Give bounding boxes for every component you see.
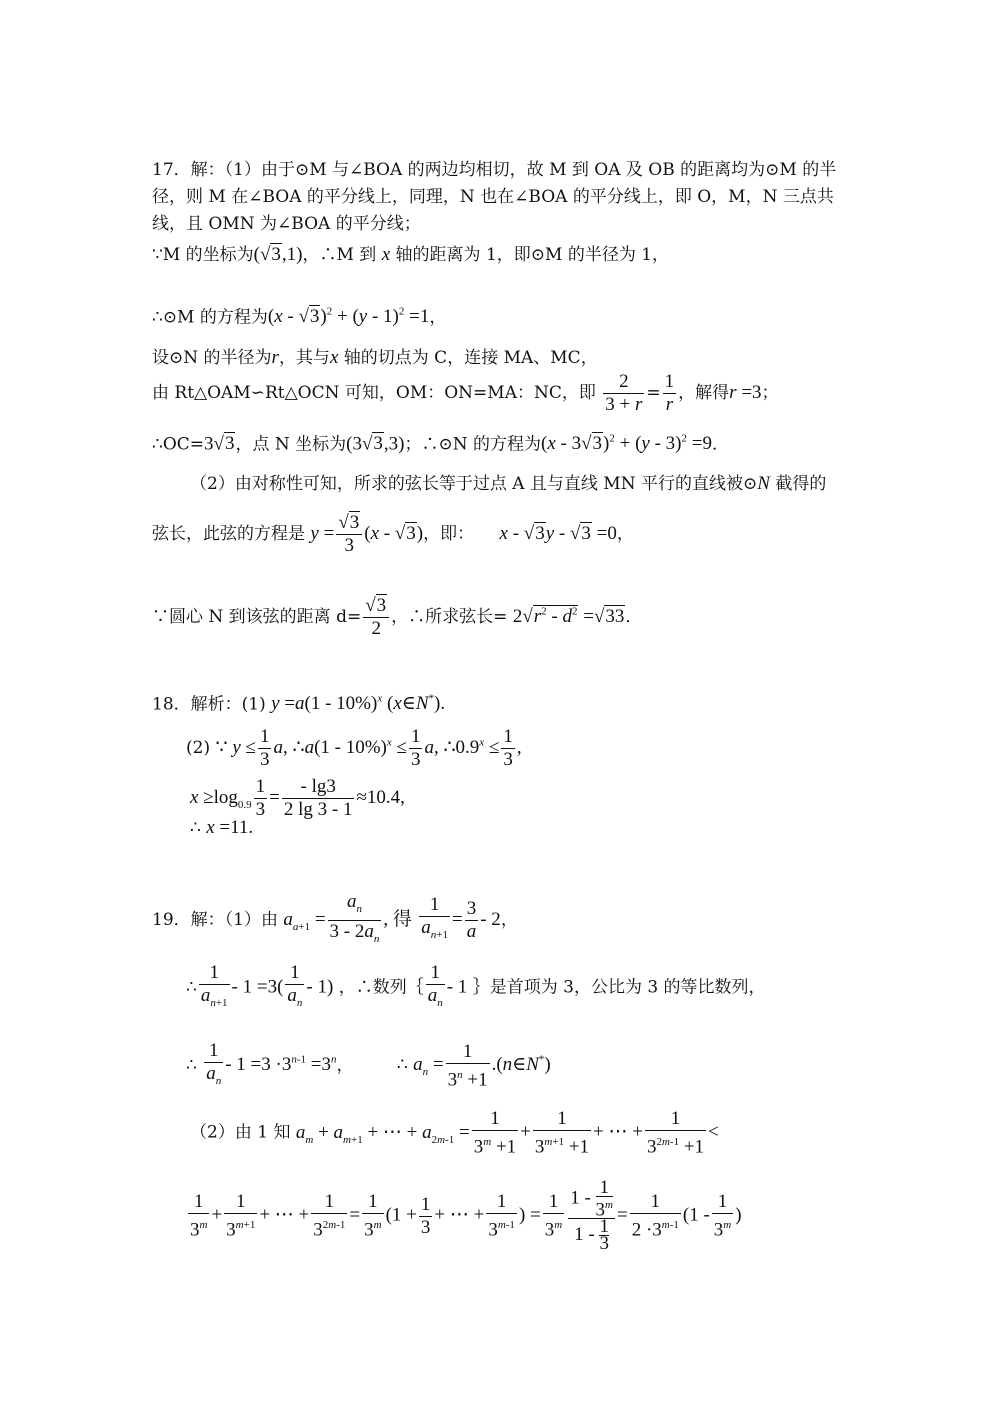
p17-line-11: ∵圆心 N 到该弦的距离 d= $\frac{√3}{2}$ ，∴所求弦长= $2√r^2 - d^2 =√33$． xyxy=(152,595,643,639)
p17-line-5: ∴⊙M 的方程为(x - √3)$^2$ + (y - 1)$^2$ =1， xyxy=(152,306,447,328)
p17-line-8: ∴OC=3√3，点 N 坐标为(3√3,3)；∴⊙N 的方程为(x - 3√3)$^2$ + (y - 3)$^2$ =9． xyxy=(152,433,729,455)
text: ，点 N 坐标为 xyxy=(235,434,347,455)
p18-line-1: 18．解析：(1) y =a(1 - 10%)$^x$ (x∈N*). xyxy=(152,693,446,715)
p17-line-3: 线，且 OMN 为∠BOA 的平分线； xyxy=(152,214,421,234)
p17-line-1: 17．解：（1）由于⊙M 与∠BOA 的两边均相切，故 M 到 OA 及 OB 的距离均为⊙M 的半 xyxy=(152,160,837,180)
text: ∴ xyxy=(190,818,201,838)
p18-line-3: $x \ge\log_{0.9}$ $\frac{1}{3}$ = $\frac{- \lg 3}{2 \lg 3 - 1}$ ≈10.4, xyxy=(190,776,405,820)
text: (2) xyxy=(186,738,211,758)
p19-line-2: ∴ $\frac{1}{a_{n+1}}$ - 1 =3( $\frac{1}{a_n}$ - 1) ，∴数列｛ $\frac{1}{a_n}$ - 1 ｝是首项为 3，公比为 3 的等比数列， xyxy=(186,962,766,1014)
p17-line-9: （2）由对称性可知，所求的弦长等于过点 A 且与直线 MN 平行的直线被⊙N 截得的 xyxy=(190,473,827,494)
text: ，解得 xyxy=(678,383,730,403)
p17-line-2: 径，则 M 在∠BOA 的平分线上，同理，N 也在∠BOA 的平分线上，即 O，M，N 三点共 xyxy=(152,187,834,207)
p19-line-1: 19．解：（1）由 $a_{a+1}$ = $\frac{a_n}{3 - 2a_n}$ , 得 $\frac{1}{a_{n+1}}$ = $\frac{3}{a}$ - 2， xyxy=(152,891,518,950)
text: ∴⊙M 的方程为 xyxy=(152,307,268,328)
text: 19．解：（1）由 xyxy=(152,909,278,930)
text: 设⊙N 的半径为 xyxy=(152,348,272,368)
p19-line-5: $\frac{1}{3^m}$ + $\frac{1}{3^{m+1}}$ + ⋯ + $\frac{1}{3^{2m-1}}$ = $\frac{1}{3^m}$ (1 + $\frac{1}{3}$ + ⋯ + $\frac{1}{3^{m-1}}$ ) = $\frac{1}{3^m}$ 1 - $\frac{1}{3^m}$ 1 - $\frac{1}{3}$ = $\frac{1}{2 \cdot 3^{m-1}}$ (1 - $\frac{1}{3^m}$ ) xyxy=(190,1177,742,1255)
p18-line-4: ∴ x =11. xyxy=(190,817,254,838)
p17-line-7: 由 Rt△OAM∽Rt△OCN 可知，OM：ON=MA：NC，即 $\frac{2}{3 + r}$ = $\frac{1}{r}$ ，解得r =3； xyxy=(152,371,779,415)
text: 弦长，此弦的方程是 xyxy=(152,524,305,544)
text: ，∴数列｛ xyxy=(338,977,424,998)
text: 由 Rt△OAM∽Rt△OCN 可知，OM：ON=MA：NC，即 xyxy=(152,383,596,403)
text: ，其与 xyxy=(278,348,330,368)
text: ∵圆心 N 到该弦的距离 d= xyxy=(152,607,362,627)
text: ∴ xyxy=(186,1055,197,1076)
text: （2）由对称性可知，所求的弦长等于过点 A 且与直线 MN 平行的直线被⊙ xyxy=(190,474,758,494)
text: 轴的切点为 C，连接 MA、MC， xyxy=(343,348,598,368)
text: ∴ xyxy=(396,1055,408,1076)
p19-line-4: （2）由 1 知 $a_m + a_{m+1}$ + ⋯ + $a_{2m-1}$ = $\frac{1}{3^m +1}$ + $\frac{1}{3^{m+1} +1}$ + ⋯ + $\frac{1}{3^{2m-1} +1}$ < xyxy=(190,1108,719,1158)
text: ∵M 的坐标为 xyxy=(152,245,254,265)
p19-line-3: ∴ $\frac{1}{a_n}$ - $1 =3 \cdot 3^{n-1} =3^n$， ∴ $a_n$ = $\frac{1}{3^n +1}$ .(n∈N*) xyxy=(186,1040,551,1091)
p17-line-4: ∵M 的坐标为(√3,1)，∴M 到 x 轴的距离为 1，即⊙M 的半径为 1， xyxy=(152,244,670,265)
text: 截得的 xyxy=(775,474,827,494)
text: ｝是首项为 3，公比为 3 的等比数列， xyxy=(472,977,766,998)
text: ∴OC= xyxy=(152,434,205,455)
text: 18．解析：(1) xyxy=(152,694,266,715)
text: （2）由 1 知 xyxy=(190,1122,291,1143)
p17-line-6: 设⊙N 的半径为r，其与x 轴的切点为 C，连接 MA、MC， xyxy=(152,347,598,368)
p18-line-2: (2) ∵ y ≤ $\frac{1}{3}$ a, ∴a(1 - 10%)$^x$ ≤ $\frac{1}{3}$ a, $\therefore 0.9^x$ ≤ $\frac{1}{3}$ , xyxy=(186,726,522,770)
text: ，∴M 到 xyxy=(302,245,377,265)
text: ，即： xyxy=(423,524,475,544)
text: 轴的距离为 1，即⊙M 的半径为 1， xyxy=(395,245,670,265)
text: ，∴所求弦长= xyxy=(391,607,508,627)
p17-line-10: 弦长，此弦的方程是 y = $\frac{√3}{3}$ (x - √3)，即： x - √3y - √3 =0， xyxy=(152,512,634,556)
text: ；∴⊙N 的方程为 xyxy=(404,434,542,455)
text: ∴ xyxy=(186,977,197,998)
